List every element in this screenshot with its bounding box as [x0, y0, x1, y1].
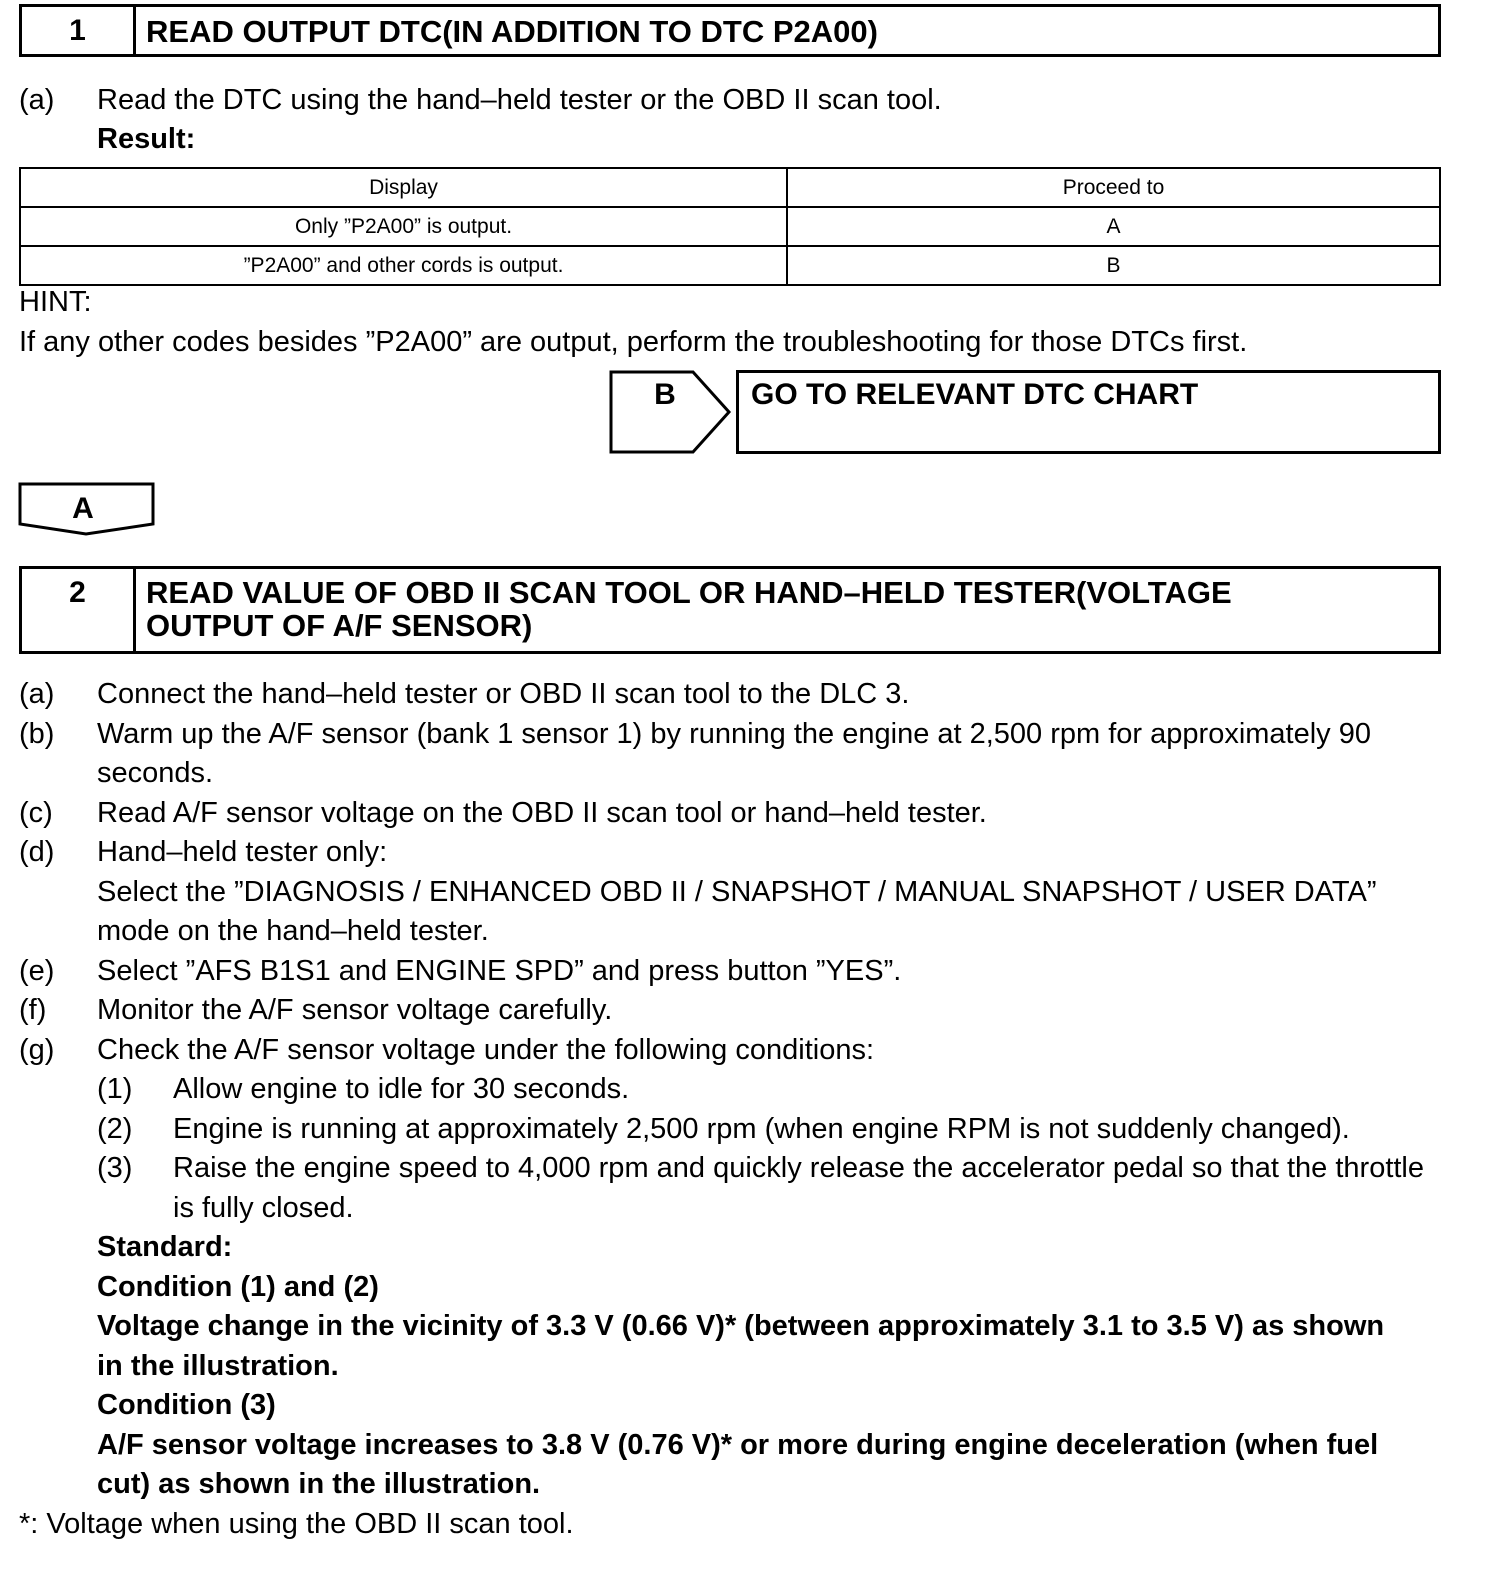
condition-3-label: (3)	[97, 1152, 133, 1184]
table-header-display: Display	[20, 168, 787, 207]
standard-cond3-label: Condition (3)	[97, 1389, 276, 1421]
standard-cond3-text-cont: cut) as shown in the illustration.	[97, 1468, 541, 1500]
table-cell-display: Only ”P2A00” is output.	[20, 207, 787, 246]
table-row	[20, 207, 1440, 246]
step-2-item-d-text: Hand–held tester only:	[97, 836, 388, 868]
step-2-item-f-text: Monitor the A/F sensor voltage carefully.	[97, 994, 613, 1026]
step-2-item-d-text-cont1: Select the ”DIAGNOSIS / ENHANCED OBD II / SNAPSHOT / MANUAL SNAPSHOT / USER DATA”	[97, 876, 1377, 908]
standard-cond3-text: A/F sensor voltage increases to 3.8 V (0.76 V)* or more during engine deceleration (when fuel	[97, 1429, 1379, 1461]
condition-2-label: (2)	[97, 1113, 133, 1145]
hint-label: HINT:	[19, 286, 92, 318]
step-2-header	[19, 566, 1441, 654]
step-2-item-d-text-cont2: mode on the hand–held tester.	[97, 915, 489, 947]
standard-cond12-label: Condition (1) and (2)	[97, 1271, 379, 1303]
condition-3-text-cont: is fully closed.	[173, 1192, 354, 1224]
step-2-item-b-label: (b)	[19, 718, 55, 750]
step-1-title: READ OUTPUT DTC(IN ADDITION TO DTC P2A00)	[146, 14, 878, 49]
step-2-item-e-text: Select ”AFS B1S1 and ENGINE SPD” and press button ”YES”.	[97, 955, 902, 987]
condition-2-text: Engine is running at approximately 2,500 rpm (when engine RPM is not suddenly changed).	[173, 1113, 1350, 1145]
step-2-title-line1: READ VALUE OF OBD II SCAN TOOL OR HAND–HELD TESTER(VOLTAGE	[146, 575, 1232, 610]
step-1-item-a-label: (a)	[19, 84, 55, 116]
step-2-item-a-label: (a)	[19, 678, 55, 710]
footnote: *: Voltage when using the OBD II scan tool.	[19, 1508, 574, 1540]
step-2-title-line2: OUTPUT OF A/F SENSOR)	[146, 608, 533, 643]
step-2-item-b-text: Warm up the A/F sensor (bank 1 sensor 1) by running the engine at 2,500 rpm for approximately 90	[97, 718, 1371, 750]
step-2-item-f-label: (f)	[19, 994, 47, 1026]
step-1-header	[19, 4, 1441, 57]
standard-cond12-text-cont: in the illustration.	[97, 1350, 339, 1382]
condition-1-label: (1)	[97, 1073, 133, 1105]
step-1-number: 1	[22, 7, 136, 54]
table-header-proceed: Proceed to	[787, 168, 1440, 207]
step-2-item-g-label: (g)	[19, 1034, 55, 1066]
table-cell-display: ”P2A00” and other cords is output.	[20, 246, 787, 285]
branch-a-label: A	[72, 492, 94, 525]
table-row	[20, 246, 1440, 285]
condition-1-text: Allow engine to idle for 30 seconds.	[173, 1073, 630, 1105]
standard-label: Standard:	[97, 1231, 233, 1263]
result-table	[19, 167, 1441, 286]
branch-b-label: B	[654, 378, 676, 411]
condition-3-text: Raise the engine speed to 4,000 rpm and quickly release the accelerator pedal so that the throttle	[173, 1152, 1425, 1184]
step-2-number: 2	[22, 569, 136, 651]
branch-b-target-text: GO TO RELEVANT DTC CHART	[751, 378, 1199, 411]
table-cell-proceed: B	[787, 246, 1440, 285]
hint-text: If any other codes besides ”P2A00” are output, perform the troubleshooting for those DTCs first.	[19, 326, 1248, 358]
standard-cond12-text: Voltage change in the vicinity of 3.3 V (0.66 V)* (between approximately 3.1 to 3.5 V) as shown	[97, 1310, 1385, 1342]
step-2-item-c-label: (c)	[19, 797, 53, 829]
table-cell-proceed: A	[787, 207, 1440, 246]
table-header-row	[20, 168, 1440, 207]
result-label: Result:	[97, 123, 196, 155]
step-2-item-d-label: (d)	[19, 836, 55, 868]
step-1-item-a-text: Read the DTC using the hand–held tester or the OBD II scan tool.	[97, 84, 942, 116]
step-2-item-g-text: Check the A/F sensor voltage under the following conditions:	[97, 1034, 875, 1066]
step-2-item-b-text-cont: seconds.	[97, 757, 214, 789]
step-2-item-a-text: Connect the hand–held tester or OBD II scan tool to the DLC 3.	[97, 678, 910, 710]
step-2-item-c-text: Read A/F sensor voltage on the OBD II scan tool or hand–held tester.	[97, 797, 987, 829]
step-2-item-e-label: (e)	[19, 955, 55, 987]
